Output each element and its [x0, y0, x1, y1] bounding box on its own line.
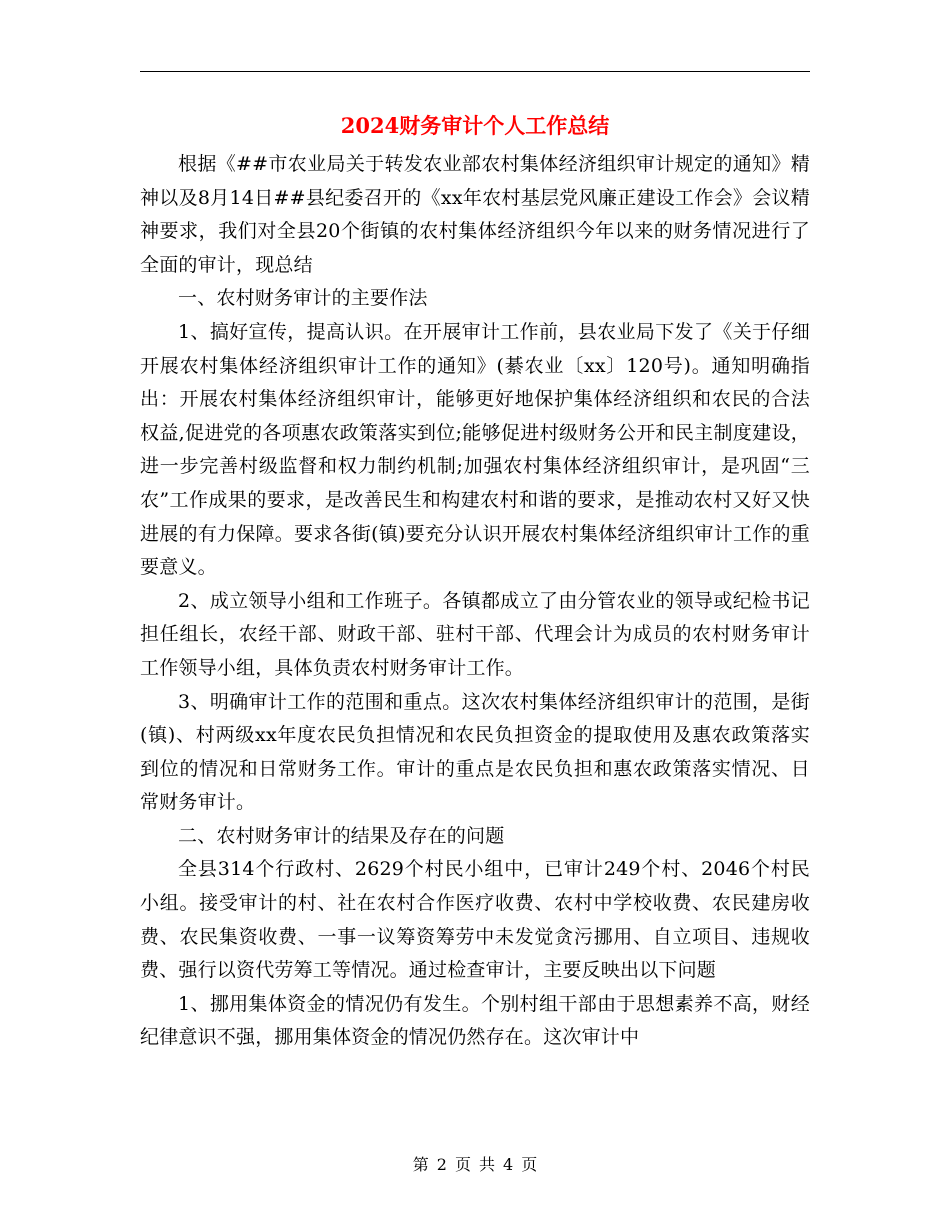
footer-total-pages: 4: [503, 1155, 514, 1174]
paragraph-item-2: 2、成立领导小组和工作班子。各镇都成立了由分管农业的领导或纪检书记担任组长，农经干部、财政干部、驻村干部、代理会计为成员的农村财务审计工作领导小组，具体负责农村财务审计工作。: [140, 589, 810, 679]
paragraph-item-3: 3、明确审计工作的范围和重点。这次农村集体经济组织审计的范围，是街(镇)、村两级xx年度农民负担情况和农民负担资金的提取使用及惠农政策落实到位的情况和日常财务工作。审计的重点是农民负担和惠农政策落实情况、日常财务审计。: [140, 690, 810, 814]
page-footer: [0, 1154, 950, 1176]
section-heading-1: 一、农村财务审计的主要作法: [178, 287, 428, 310]
footer-suffix: 页: [521, 1155, 538, 1174]
paragraph-problem-1: 1、挪用集体资金的情况仍有发生。个别村组干部由于思想素养不高，财经纪律意识不强，挪用集体资金的情况仍然存在。这次审计中: [140, 992, 810, 1049]
document-title: 2024财务审计个人工作总结: [340, 113, 610, 138]
footer-prefix: 第: [412, 1155, 429, 1174]
header-rule: [140, 71, 810, 72]
document-body: [140, 148, 810, 1055]
paragraph-intro: 根据《##市农业局关于转发农业部农村集体经济组织审计规定的通知》精神以及8月14日##县纪委召开的《xx年农村基层党风廉正建设工作会》会议精神要求，我们对全县20个街镇的农村集体经济组织今年以来的财务情况进行了全面的审计，现总结: [140, 153, 810, 276]
section-heading-2: 二、农村财务审计的结果及存在的问题: [178, 824, 505, 847]
paragraph-results: 全县314个行政村、2629个村民小组中，已审计249个村、2046个村民小组。接受审计的村、社在农村合作医疗收费、农村中学校收费、农民建房收费、农民集资收费、一事一议筹资筹劳中未发觉贪污挪用、自立项目、违规收费、强行以资代劳筹工等情况。通过检查审计，主要反映出以下问题: [140, 858, 810, 982]
footer-page-number: 2: [436, 1155, 447, 1174]
footer-page-word: 页: [454, 1155, 471, 1174]
paragraph-item-1: 1、搞好宣传，提高认识。在开展审计工作前，县农业局下发了《关于仔细开展农村集体经济组织审计工作的通知》(綦农业〔xx〕120号)。通知明确指出：开展农村集体经济组织审计，能够更好地保护集体经济组织和农民的合法权益,促进党的各项惠农政策落实到位;能够促进村级财务公开和民主制度建设，进一步完善村级监督和权力制约机制;加强农村集体经济组织审计，是巩固“三农”工作成果的要求，是改善民生和构建农村和谐的要求，是推动农村又好又快进展的有力保障。要求各街(镇)要充分认识开展农村集体经济组织审计工作的重要意义。: [140, 320, 810, 579]
footer-total-word: 共: [479, 1155, 496, 1174]
